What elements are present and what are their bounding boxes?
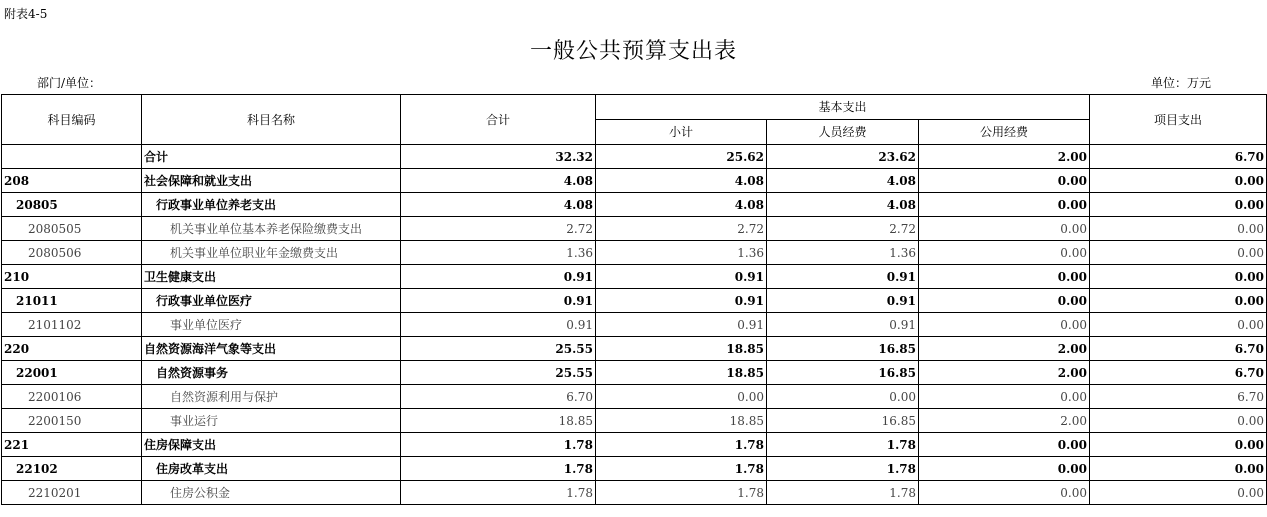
cell-name: 住房保障支出 xyxy=(142,433,401,457)
cell-project: 0.00 xyxy=(1090,289,1267,313)
cell-public: 0.00 xyxy=(919,169,1090,193)
cell-personnel: 4.08 xyxy=(767,193,919,217)
cell-project: 0.00 xyxy=(1090,241,1267,265)
header-name: 科目名称 xyxy=(142,95,401,145)
cell-code: 208 xyxy=(2,169,142,193)
cell-personnel: 4.08 xyxy=(767,169,919,193)
cell-name: 机关事业单位基本养老保险缴费支出 xyxy=(142,217,401,241)
cell-project: 0.00 xyxy=(1090,433,1267,457)
cell-total: 25.55 xyxy=(401,337,596,361)
header-total: 合计 xyxy=(401,95,596,145)
cell-project: 0.00 xyxy=(1090,409,1267,433)
cell-project: 6.70 xyxy=(1090,385,1267,409)
cell-code: 22001 xyxy=(2,361,142,385)
cell-project: 0.00 xyxy=(1090,265,1267,289)
appendix-label: 附表4-5 xyxy=(4,7,48,21)
cell-subtotal: 1.36 xyxy=(596,241,767,265)
table-row xyxy=(2,169,1267,193)
cell-name: 自然资源利用与保护 xyxy=(142,385,401,409)
cell-code: 2080505 xyxy=(2,217,142,241)
cell-code: 20805 xyxy=(2,193,142,217)
cell-personnel: 1.36 xyxy=(767,241,919,265)
cell-public: 0.00 xyxy=(919,193,1090,217)
cell-personnel: 0.00 xyxy=(767,385,919,409)
cell-name: 卫生健康支出 xyxy=(142,265,401,289)
cell-name: 住房公积金 xyxy=(142,481,401,505)
cell-name: 行政事业单位医疗 xyxy=(142,289,401,313)
cell-personnel: 0.91 xyxy=(767,313,919,337)
cell-total: 4.08 xyxy=(401,193,596,217)
cell-personnel: 0.91 xyxy=(767,289,919,313)
cell-public: 0.00 xyxy=(919,385,1090,409)
cell-code: 221 xyxy=(2,433,142,457)
table-row xyxy=(2,193,1267,217)
cell-personnel: 1.78 xyxy=(767,481,919,505)
cell-personnel: 16.85 xyxy=(767,337,919,361)
cell-subtotal: 0.91 xyxy=(596,289,767,313)
department-label: 部门/单位： xyxy=(37,76,102,90)
table-row xyxy=(2,385,1267,409)
cell-public: 0.00 xyxy=(919,313,1090,337)
header-public: 公用经费 xyxy=(919,120,1090,145)
cell-project: 0.00 xyxy=(1090,217,1267,241)
cell-project: 6.70 xyxy=(1090,337,1267,361)
cell-total: 6.70 xyxy=(401,385,596,409)
cell-subtotal: 25.62 xyxy=(596,145,767,169)
cell-name: 住房改革支出 xyxy=(142,457,401,481)
cell-subtotal: 18.85 xyxy=(596,337,767,361)
cell-name: 事业运行 xyxy=(142,409,401,433)
budget-table xyxy=(1,94,1267,505)
cell-personnel: 0.91 xyxy=(767,265,919,289)
cell-public: 0.00 xyxy=(919,241,1090,265)
cell-code: 2101102 xyxy=(2,313,142,337)
cell-public: 0.00 xyxy=(919,217,1090,241)
cell-subtotal: 0.91 xyxy=(596,265,767,289)
cell-name: 事业单位医疗 xyxy=(142,313,401,337)
cell-subtotal: 2.72 xyxy=(596,217,767,241)
cell-name: 自然资源事务 xyxy=(142,361,401,385)
cell-public: 2.00 xyxy=(919,361,1090,385)
cell-public: 0.00 xyxy=(919,457,1090,481)
cell-total: 0.91 xyxy=(401,265,596,289)
cell-project: 0.00 xyxy=(1090,313,1267,337)
cell-code: 2200106 xyxy=(2,385,142,409)
header-code: 科目编码 xyxy=(2,95,142,145)
cell-subtotal: 0.91 xyxy=(596,313,767,337)
cell-project: 0.00 xyxy=(1090,457,1267,481)
cell-project: 0.00 xyxy=(1090,481,1267,505)
cell-subtotal: 0.00 xyxy=(596,385,767,409)
header-project: 项目支出 xyxy=(1090,95,1267,145)
page-title: 一般公共预算支出表 xyxy=(529,39,737,64)
table-row-total xyxy=(2,145,1267,169)
table-row xyxy=(2,481,1267,505)
cell-code: 220 xyxy=(2,337,142,361)
cell-subtotal: 4.08 xyxy=(596,193,767,217)
table-row xyxy=(2,241,1267,265)
cell-name: 行政事业单位养老支出 xyxy=(142,193,401,217)
cell-project: 6.70 xyxy=(1090,145,1267,169)
cell-project: 0.00 xyxy=(1090,193,1267,217)
table-header xyxy=(2,95,1267,145)
cell-code: 2080506 xyxy=(2,241,142,265)
cell-code: 21011 xyxy=(2,289,142,313)
cell-public: 2.00 xyxy=(919,409,1090,433)
cell-project: 0.00 xyxy=(1090,169,1267,193)
unit-label: 单位：万元 xyxy=(1150,76,1211,90)
cell-total: 1.78 xyxy=(401,481,596,505)
cell-name: 合计 xyxy=(142,145,401,169)
cell-subtotal: 1.78 xyxy=(596,433,767,457)
cell-personnel: 16.85 xyxy=(767,409,919,433)
cell-subtotal: 18.85 xyxy=(596,361,767,385)
cell-total: 18.85 xyxy=(401,409,596,433)
cell-subtotal: 18.85 xyxy=(596,409,767,433)
cell-subtotal: 1.78 xyxy=(596,457,767,481)
cell-total: 1.36 xyxy=(401,241,596,265)
cell-code: 22102 xyxy=(2,457,142,481)
cell-project: 6.70 xyxy=(1090,361,1267,385)
cell-public: 0.00 xyxy=(919,433,1090,457)
table-row xyxy=(2,457,1267,481)
cell-personnel: 1.78 xyxy=(767,457,919,481)
table-row xyxy=(2,313,1267,337)
cell-name: 机关事业单位职业年金缴费支出 xyxy=(142,241,401,265)
cell-personnel: 23.62 xyxy=(767,145,919,169)
table-row xyxy=(2,433,1267,457)
cell-personnel: 1.78 xyxy=(767,433,919,457)
header-personnel: 人员经费 xyxy=(767,120,919,145)
table-row xyxy=(2,289,1267,313)
cell-public: 0.00 xyxy=(919,481,1090,505)
cell-personnel: 16.85 xyxy=(767,361,919,385)
cell-total: 1.78 xyxy=(401,433,596,457)
cell-code: 210 xyxy=(2,265,142,289)
cell-subtotal: 4.08 xyxy=(596,169,767,193)
cell-code xyxy=(2,145,142,169)
table-row xyxy=(2,265,1267,289)
cell-name: 社会保障和就业支出 xyxy=(142,169,401,193)
cell-subtotal: 1.78 xyxy=(596,481,767,505)
cell-total: 1.78 xyxy=(401,457,596,481)
cell-code: 2200150 xyxy=(2,409,142,433)
cell-code: 2210201 xyxy=(2,481,142,505)
table-row xyxy=(2,361,1267,385)
table-row xyxy=(2,217,1267,241)
cell-total: 2.72 xyxy=(401,217,596,241)
cell-personnel: 2.72 xyxy=(767,217,919,241)
cell-total: 0.91 xyxy=(401,313,596,337)
cell-total: 25.55 xyxy=(401,361,596,385)
cell-public: 0.00 xyxy=(919,265,1090,289)
cell-total: 32.32 xyxy=(401,145,596,169)
cell-public: 2.00 xyxy=(919,337,1090,361)
cell-total: 0.91 xyxy=(401,289,596,313)
header-subtotal: 小计 xyxy=(596,120,767,145)
cell-public: 0.00 xyxy=(919,289,1090,313)
table-row xyxy=(2,337,1267,361)
table-body xyxy=(2,145,1267,505)
header-basic-group: 基本支出 xyxy=(596,95,1090,120)
cell-name: 自然资源海洋气象等支出 xyxy=(142,337,401,361)
cell-public: 2.00 xyxy=(919,145,1090,169)
cell-total: 4.08 xyxy=(401,169,596,193)
table-row xyxy=(2,409,1267,433)
